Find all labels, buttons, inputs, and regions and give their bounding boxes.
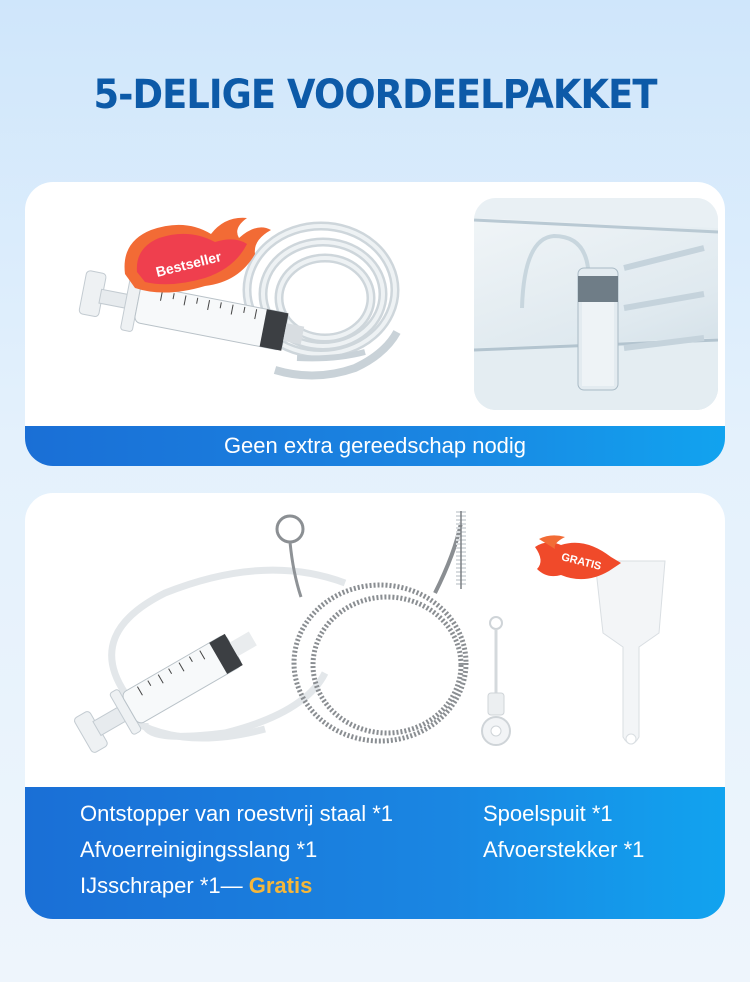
item-ice-scraper-label: IJsschraper *1—	[80, 873, 249, 898]
bestseller-badge-label: Bestseller	[154, 248, 223, 280]
ice-scraper-illustration	[595, 561, 665, 744]
item-drain-hose: Afvoerreinigingsslang *1	[80, 837, 318, 862]
bestseller-card	[25, 182, 725, 466]
item-drain-plug: Afvoerstekker *1	[483, 837, 645, 862]
fridge-photo	[474, 198, 718, 410]
page-title: 5-DELIGE VOORDEELPAKKET	[93, 72, 657, 118]
item-ice-scraper	[80, 873, 312, 899]
item-unclogger: Ontstopper van roestvrij staal *1	[80, 801, 394, 826]
gratis-label: Gratis	[248, 873, 313, 898]
fridge-usage-image	[474, 198, 718, 410]
banner-no-tools: Geen extra gereedschap nodig	[25, 426, 725, 466]
kit-contents-banner	[25, 787, 725, 919]
drain-plug-illustration	[482, 617, 510, 745]
kit-contents-card	[25, 493, 725, 919]
kit-items-illustration	[25, 493, 725, 787]
gratis-badge-label: GRATIS	[560, 551, 603, 573]
item-flush-syringe: Spoelspuit *1	[483, 801, 613, 826]
